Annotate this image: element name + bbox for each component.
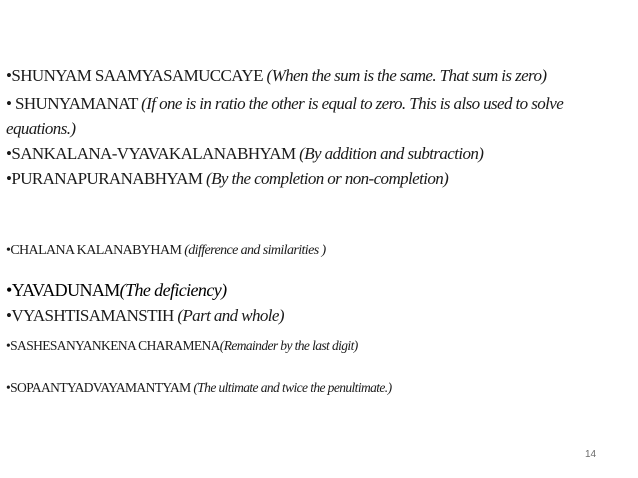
sutra-name: YAVADUNAM (11, 280, 120, 300)
bullet: • (6, 94, 16, 113)
sutra-name: VYASHTISAMANSTIH (11, 306, 174, 325)
bullet: • (6, 338, 11, 353)
bullet: • (6, 169, 12, 188)
sutra-name: CHALANA KALANABYHAM (10, 243, 182, 258)
sutra-meaning: (difference and similarities ) (184, 243, 326, 258)
sutra-line-3 (6, 144, 483, 164)
sutra-line-5 (6, 243, 326, 259)
bullet: • (6, 66, 12, 85)
sutra-line-1 (6, 66, 546, 86)
sutra-name: PURANAPURANABHYAM (11, 169, 203, 188)
bullet: • (6, 144, 12, 163)
sutra-meaning: (The deficiency) (119, 280, 227, 300)
sutra-name: SHUNYAM SAAMYASAMUCCAYE (11, 66, 263, 85)
sutra-meaning: (By the completion or non-completion) (206, 169, 449, 188)
sutra-meaning: (By addition and subtraction) (299, 144, 484, 163)
sutra-meaning: (The ultimate and twice the penultimate.) (193, 380, 392, 395)
page-number: 14 (585, 449, 597, 460)
bullet: • (6, 380, 11, 395)
sutra-name: SASHESANYANKENA CHARAMENA (10, 338, 220, 353)
sutra-meaning: (If one is in ratio the other is equal to zero. This is also used to solve (141, 94, 564, 113)
sutra-line-4 (6, 169, 448, 189)
sutra-meaning: (Remainder by the last digit) (219, 338, 358, 353)
bullet: • (6, 280, 12, 300)
sutra-name: SOPAANTYADVAYAMANTYAM (10, 380, 191, 395)
sutra-line-6 (6, 280, 227, 301)
sutra-line-2-continued (6, 119, 75, 139)
sutra-line-2 (6, 94, 563, 114)
sutra-name: SANKALANA-VYAVAKALANABHYAM (11, 144, 296, 163)
sutra-meaning: equations.) (6, 119, 76, 138)
bullet: • (6, 306, 12, 325)
sutra-name: SHUNYAMANAT (15, 94, 138, 113)
sutra-meaning: (Part and whole) (177, 306, 284, 325)
sutra-line-9 (6, 380, 391, 396)
sutra-line-7 (6, 306, 284, 326)
bullet: • (6, 243, 11, 258)
sutra-line-8 (6, 338, 358, 354)
sutra-meaning: (When the sum is the same. That sum is zero) (266, 66, 547, 85)
